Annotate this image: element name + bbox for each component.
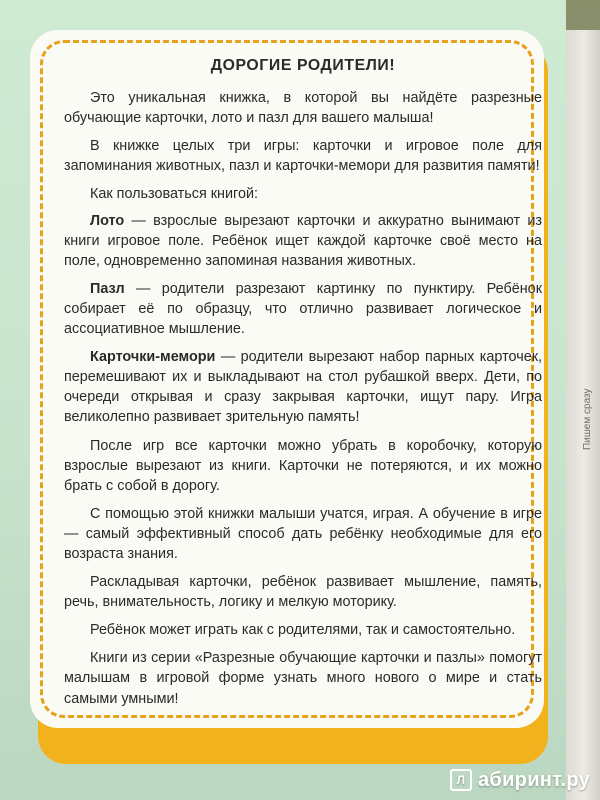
paragraph-independence: Ребёнок может играть как с родителями, так и самостоятельно. — [90, 622, 516, 639]
letter-content — [64, 56, 542, 717]
site-watermark — [450, 766, 600, 794]
paragraph-series: Книги из серии «Разрезные обучающие карточки и пазлы» помогут малышам в игровой форме узнать много нового о мире и стать самыми умными! — [64, 650, 542, 707]
paragraph-cleanup: После игр все карточки можно убрать в коробочку, которую взрослые вырезают из книги. Карточки не потеряются, и их можно брать с собой в дорогу. — [64, 437, 542, 494]
paragraph-2: В книжке целых три игры: карточки и игровое поле для запоминания животных, пазл и карточки-мемори для развития памяти! — [64, 138, 542, 175]
memory-lead: Карточки-мемори — [90, 349, 216, 366]
loto-rest: — взрослые вырезают карточки и аккуратно вынимают из книги игровое поле. Ребёнок ищет каждой карточке своё место на поле, одновременно запоминая названия животных. — [64, 212, 542, 269]
page-title: ДОРОГИЕ РОДИТЕЛИ! — [210, 57, 396, 74]
next-page-text: Пишем сразу — [582, 388, 593, 450]
puzzle-lead: Пазл — [90, 280, 125, 297]
paragraph-loto — [64, 211, 542, 271]
paragraph-learning: С помощью этой книжки малыши учатся, играя. А обучение в игре — самый эффективный способ дать ребёнку необходимые для его возраста знания. — [64, 505, 542, 562]
memory-rest: — родители вырезают набор парных карточек, перемешивают их и выкладывают на стол рубашкой вверх. Дети, по очереди открывая и сразу закрывая карточки, ищут пару. Игра великолепно развивает зрительную память! — [64, 349, 542, 426]
paragraph-1: Это уникальная книжка, в которой вы найдёте разрезные обучающие карточки, лото и пазл для вашего малыша! — [64, 90, 542, 127]
puzzle-rest: — родители разрезают картинку по пунктиру. Ребёнок собирает её по образцу, что отлично развивает логическое и ассоциативное мышление. — [64, 280, 542, 338]
paragraph-puzzle — [64, 279, 542, 339]
loto-lead: Лото — [90, 212, 125, 229]
paragraph-skills: Раскладывая карточки, ребёнок развивает мышление, память, речь, внимательность, логику и мелкую моторику. — [64, 574, 542, 611]
paragraph-3: Как пользоваться книгой: — [90, 186, 258, 203]
logo-icon: Л — [450, 769, 472, 791]
paragraph-memory — [64, 347, 542, 427]
watermark-text: абиринт.ру — [478, 768, 591, 791]
